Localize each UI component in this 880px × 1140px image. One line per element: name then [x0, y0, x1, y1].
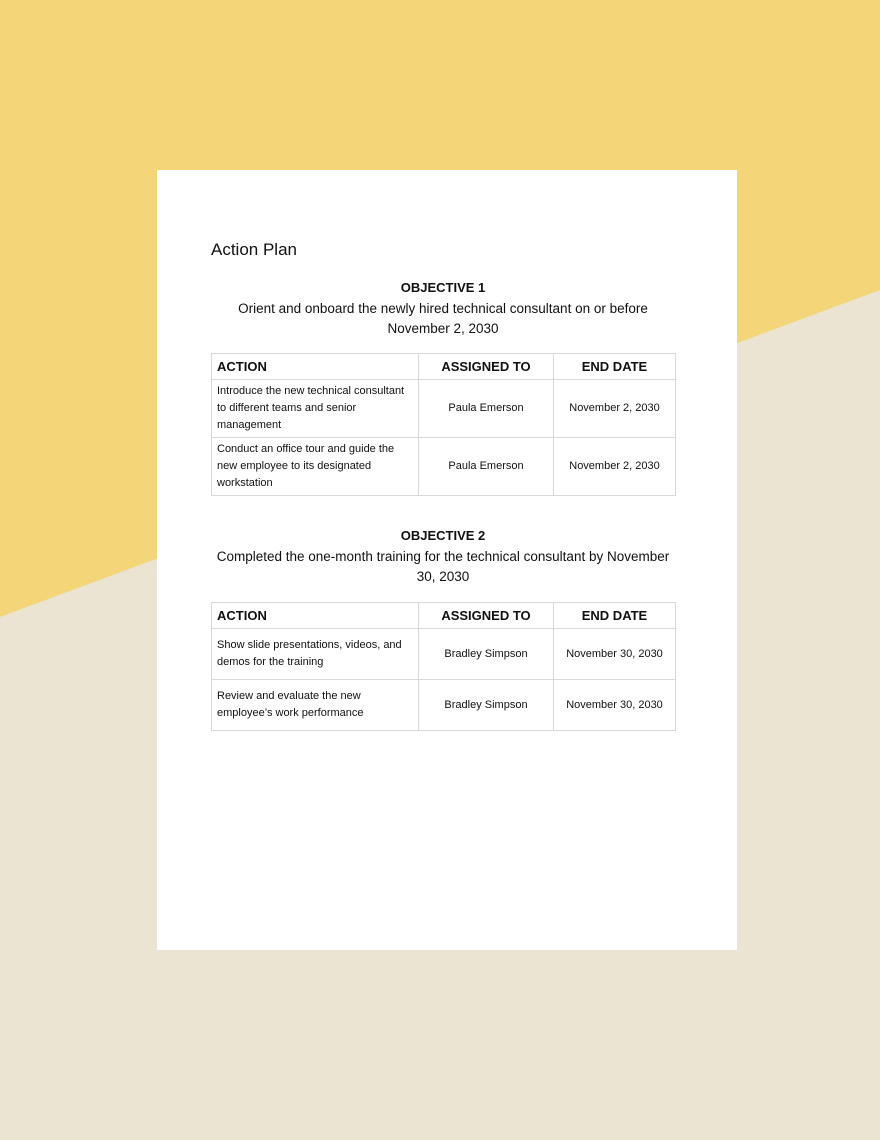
- column-header-action: ACTION: [212, 354, 419, 380]
- table-row: [212, 438, 676, 496]
- action-cell: Introduce the new technical consultant to different teams and senior management: [212, 380, 419, 438]
- objective-label: OBJECTIVE 2: [400, 528, 486, 543]
- assigned-to-cell: Paula Emerson: [419, 380, 554, 438]
- assigned-to-cell: Bradley Simpson: [419, 680, 554, 731]
- table-row: [212, 629, 676, 680]
- document-title: Action Plan: [211, 240, 297, 259]
- assigned-to-cell: Bradley Simpson: [419, 629, 554, 680]
- end-date-cell: November 2, 2030: [554, 438, 676, 496]
- objective-1-heading: [211, 278, 675, 339]
- table-row: [212, 680, 676, 731]
- end-date-cell: November 30, 2030: [554, 629, 676, 680]
- objective-1-action-table: [211, 353, 676, 496]
- action-cell: Show slide presentations, videos, and demos for the training: [212, 629, 419, 680]
- objective-2-action-table: [211, 602, 676, 731]
- objective-2-heading: [211, 526, 675, 587]
- column-header-action: ACTION: [212, 603, 419, 629]
- document-page: [157, 170, 737, 950]
- column-header-end-date: END DATE: [554, 603, 676, 629]
- action-cell: Review and evaluate the new employee’s work performance: [212, 680, 419, 731]
- assigned-to-cell: Paula Emerson: [419, 438, 554, 496]
- objective-description: Completed the one-month training for the technical consultant by November 30, 2030: [216, 549, 670, 584]
- objective-description: Orient and onboard the newly hired technical consultant on or before November 2, 2030: [238, 301, 648, 336]
- table-header-row: [212, 354, 676, 380]
- table-header-row: [212, 603, 676, 629]
- action-cell: Conduct an office tour and guide the new employee to its designated workstation: [212, 438, 419, 496]
- table-row: [212, 380, 676, 438]
- end-date-cell: November 30, 2030: [554, 680, 676, 731]
- objective-label: OBJECTIVE 1: [400, 280, 486, 295]
- column-header-assigned-to: ASSIGNED TO: [419, 603, 554, 629]
- end-date-cell: November 2, 2030: [554, 380, 676, 438]
- column-header-end-date: END DATE: [554, 354, 676, 380]
- column-header-assigned-to: ASSIGNED TO: [419, 354, 554, 380]
